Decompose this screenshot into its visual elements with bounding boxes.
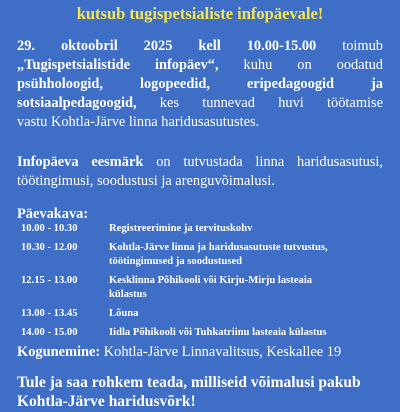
agenda-item [21, 274, 391, 302]
agenda-time: 12.15 - 13.00 [21, 275, 78, 286]
event-time: 10.00-15.00 [246, 38, 317, 54]
goal-line-2: töötingimusi, soodustusi ja arenguvõimalusi. [17, 173, 275, 189]
event-kell: kell [198, 38, 221, 54]
goal-line-1 [17, 153, 383, 172]
intro-line-4-rest: kes tunnevad huvi töötamise [159, 95, 383, 111]
intro-ja: ja [370, 76, 383, 92]
agenda-item [21, 241, 391, 269]
intro-toimub: toimub [342, 38, 383, 54]
agenda-activity: Registreerimine ja tervituskohv [109, 223, 253, 234]
intro-paragraph [17, 37, 383, 132]
goal-line-1-rest: on tutvustada linna haridusasutusi, [156, 154, 383, 170]
agenda-activity: Lõuna [109, 308, 139, 319]
agenda-item [21, 222, 391, 236]
intro-line-4 [17, 94, 383, 113]
intro-line-1 [17, 37, 383, 56]
agenda-activity-line: töötingimused ja soodustused [109, 256, 243, 267]
event-year: 2025 [143, 38, 173, 54]
goal-label: Infopäeva eesmärk [17, 154, 144, 170]
role-speech-therapists: logopeedid, [139, 76, 210, 92]
intro-line-2 [17, 56, 383, 75]
meeting-label: Kogunemine: [17, 344, 101, 360]
meeting-place: Kohtla-Järve Linnavalitsus, Keskallee 19 [103, 344, 342, 360]
agenda-activity-line: Kohtla-Järve linna ja haridusasutuste tutvustus, [109, 242, 328, 253]
agenda-item [21, 307, 391, 321]
agenda-list [21, 222, 391, 340]
role-social-pedagogues: sotsiaalpedagoogid, [17, 95, 137, 111]
event-date: 29. [17, 38, 35, 54]
call-to-action-line-2: Kohtla-Järve haridusvõrk! [17, 393, 196, 410]
meeting-point [17, 343, 387, 362]
agenda-time: 14.00 - 15.00 [21, 327, 78, 338]
event-name: „Tugispetsialistide infopäev“, [17, 57, 219, 73]
goal-paragraph [17, 153, 383, 191]
agenda-time: 13.00 - 13.45 [21, 308, 78, 319]
event-month: oktoobril [60, 38, 118, 54]
agenda-item [21, 326, 391, 340]
agenda-time: 10.30 - 12.00 [21, 242, 78, 253]
agenda-activity-line: külastus [109, 289, 147, 300]
agenda-time: 10.00 - 10.30 [21, 223, 78, 234]
intro-line-2-rest: kuhu on oodatud [243, 57, 383, 73]
agenda-title: Päevakava: [17, 206, 89, 222]
agenda-activity-line: Kesklinna Põhikooli või Kirju-Mirju lasteaia [109, 275, 313, 286]
intro-line-5: vastu Kohtla-Järve linna haridusasutustes. [17, 114, 260, 130]
agenda-activity: Iidla Põhikooli või Tuhkatriinu lasteaia külastus [109, 327, 327, 338]
role-psychologists: psühholoogid, [17, 76, 103, 92]
role-special-educators: eripedagoogid [246, 76, 335, 92]
agenda-activity [109, 241, 391, 269]
call-to-action-line-1: Tule ja saa rohkem teada, milliseid võimalusi pakub [17, 374, 361, 391]
intro-line-3 [17, 75, 383, 94]
headline: kutsub tugispetsialiste infopäevale! [76, 4, 324, 23]
agenda-activity [109, 274, 391, 302]
